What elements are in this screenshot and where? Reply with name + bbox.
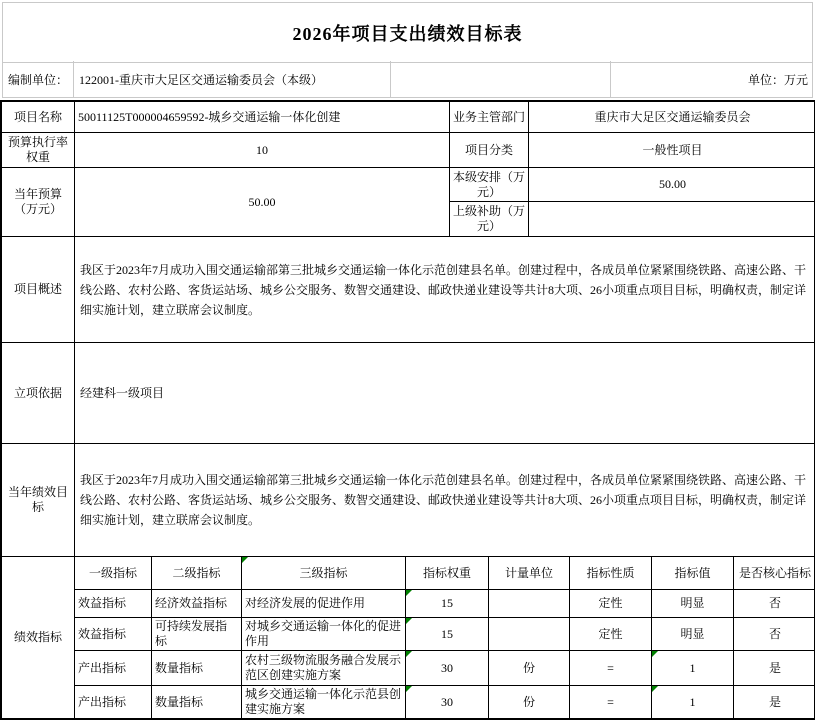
local-arrange-label-cell: 本级安排（万元） (450, 168, 529, 202)
excel-note-marker-icon (652, 686, 658, 692)
indicator-row (2, 590, 815, 618)
indicator-l1-cell: 产出指标 (75, 686, 152, 719)
header-is-core: 是否核心指标 (734, 557, 815, 590)
budget-value-cell: 50.00 (75, 168, 450, 237)
header-level1-indicator: 一级指标 (75, 557, 152, 590)
excel-note-marker-icon (406, 590, 412, 596)
excel-note-marker-icon (406, 651, 412, 657)
indicator-value-text: 1 (690, 695, 696, 709)
header-level3-text: 三级指标 (299, 566, 347, 580)
indicator-nature-cell: = (570, 651, 652, 686)
indicator-l3-cell: 城乡交通运输一体化示范县创建实施方案 (242, 686, 406, 719)
indicator-unit-cell: 份 (489, 651, 570, 686)
overview-label-cell: 项目概述 (2, 237, 75, 343)
indicator-l3-cell: 对城乡交通运输一体化的促进作用 (242, 618, 406, 651)
meta-spacer (391, 61, 611, 97)
meta-row (2, 61, 813, 98)
header-weight: 指标权重 (406, 557, 489, 590)
local-arrange-value-cell: 50.00 (529, 168, 815, 202)
compiling-unit-label: 编制单位： (3, 61, 74, 97)
indicator-l3-cell: 农村三级物流服务融合发展示范区创建实施方案 (242, 651, 406, 686)
excel-note-marker-icon (242, 557, 248, 563)
title-box (2, 2, 813, 63)
indicator-core-cell: 否 (734, 618, 815, 651)
indicator-value-cell: 明显 (652, 618, 734, 651)
indicator-weight-cell (406, 651, 489, 686)
category-label-cell: 项目分类 (450, 133, 529, 168)
indicator-value-cell: 明显 (652, 590, 734, 618)
indicators-section-label-cell: 绩效指标 (2, 557, 75, 719)
indicator-value-cell (652, 651, 734, 686)
indicator-l3-cell: 对经济发展的促进作用 (242, 590, 406, 618)
indicator-core-cell: 是 (734, 651, 815, 686)
indicator-l2-cell: 数量指标 (152, 651, 242, 686)
excel-note-marker-icon (406, 618, 412, 624)
indicator-l1-cell: 效益指标 (75, 618, 152, 651)
indicator-unit-cell: 份 (489, 686, 570, 719)
indicator-l2-cell: 数量指标 (152, 686, 242, 719)
header-nature: 指标性质 (570, 557, 652, 590)
compiling-unit-value: 122001-重庆市大足区交通运输委员会（本级） (74, 61, 391, 97)
indicator-weight-cell (406, 618, 489, 651)
indicator-weight-text: 15 (441, 596, 453, 610)
indicator-unit-cell (489, 590, 570, 618)
main-table-area (0, 100, 815, 720)
indicator-core-cell: 是 (734, 686, 815, 719)
indicator-l1-cell: 效益指标 (75, 590, 152, 618)
dept-value-cell: 重庆市大足区交通运输委员会 (529, 102, 815, 133)
indicator-l2-cell: 经济效益指标 (152, 590, 242, 618)
indicator-nature-cell: 定性 (570, 618, 652, 651)
basis-label-cell: 立项依据 (2, 343, 75, 444)
excel-note-marker-icon (652, 651, 658, 657)
header-level3-indicator (242, 557, 406, 590)
sheet-title: 2026年项目支出绩效目标表 (293, 20, 523, 46)
exec-rate-label-cell: 预算执行率权重 (2, 133, 75, 168)
indicator-weight-text: 30 (441, 661, 453, 675)
currency-unit-label: 单位：万元 (611, 61, 812, 97)
project-name-label-cell: 项目名称 (2, 102, 75, 133)
goal-text-cell: 我区于2023年7月成功入围交通运输部第三批城乡交通运输一体化示范创建县名单。创建过程中，各成员单位紧紧围绕铁路、高速公路、干线公路、农村公路、客货运站场、城乡公交服务、数智交通建设、邮政快递业建设等共计8大项、26小项重点项目目标，明确权责，制定详细实施计划，建立联席会议制度。 (75, 444, 815, 557)
excel-note-marker-icon (406, 686, 412, 692)
indicator-value-cell (652, 686, 734, 719)
indicator-core-cell: 否 (734, 590, 815, 618)
indicator-weight-cell (406, 686, 489, 719)
indicator-nature-cell: = (570, 686, 652, 719)
indicator-value-text: 1 (690, 661, 696, 675)
indicator-weight-text: 15 (441, 627, 453, 641)
indicator-row (2, 618, 815, 651)
indicator-unit-cell (489, 618, 570, 651)
indicator-row (2, 686, 815, 719)
indicator-weight-text: 30 (441, 695, 453, 709)
performance-indicators-table (1, 556, 815, 719)
dept-label-cell: 业务主管部门 (450, 102, 529, 133)
overview-text-cell: 我区于2023年7月成功入围交通运输部第三批城乡交通运输一体化示范创建县名单。创建过程中，各成员单位紧紧围绕铁路、高速公路、干线公路、农村公路、客货运站场、城乡公交服务、数智交通建设、邮政快递业建设等共计8大项、26小项重点项目目标，明确权责，制定详细实施计划，建立联席会议制度。 (75, 237, 815, 343)
indicator-weight-cell (406, 590, 489, 618)
project-info-table (1, 101, 815, 557)
header-level2-indicator: 二级指标 (152, 557, 242, 590)
header-measure-unit: 计量单位 (489, 557, 570, 590)
superior-subsidy-label-cell: 上级补助（万元） (450, 202, 529, 237)
budget-label-cell: 当年预算（万元） (2, 168, 75, 237)
indicator-row (2, 651, 815, 686)
exec-rate-value-cell: 10 (75, 133, 450, 168)
indicator-nature-cell: 定性 (570, 590, 652, 618)
header-value: 指标值 (652, 557, 734, 590)
basis-text-cell: 经建科一级项目 (75, 343, 815, 444)
superior-subsidy-value-cell (529, 202, 815, 237)
category-value-cell: 一般性项目 (529, 133, 815, 168)
indicator-l1-cell: 产出指标 (75, 651, 152, 686)
indicator-l2-cell: 可持续发展指标 (152, 618, 242, 651)
goal-label-cell: 当年绩效目标 (2, 444, 75, 557)
project-name-value-cell: 50011125T000004659592-城乡交通运输一体化创建 (75, 102, 450, 133)
